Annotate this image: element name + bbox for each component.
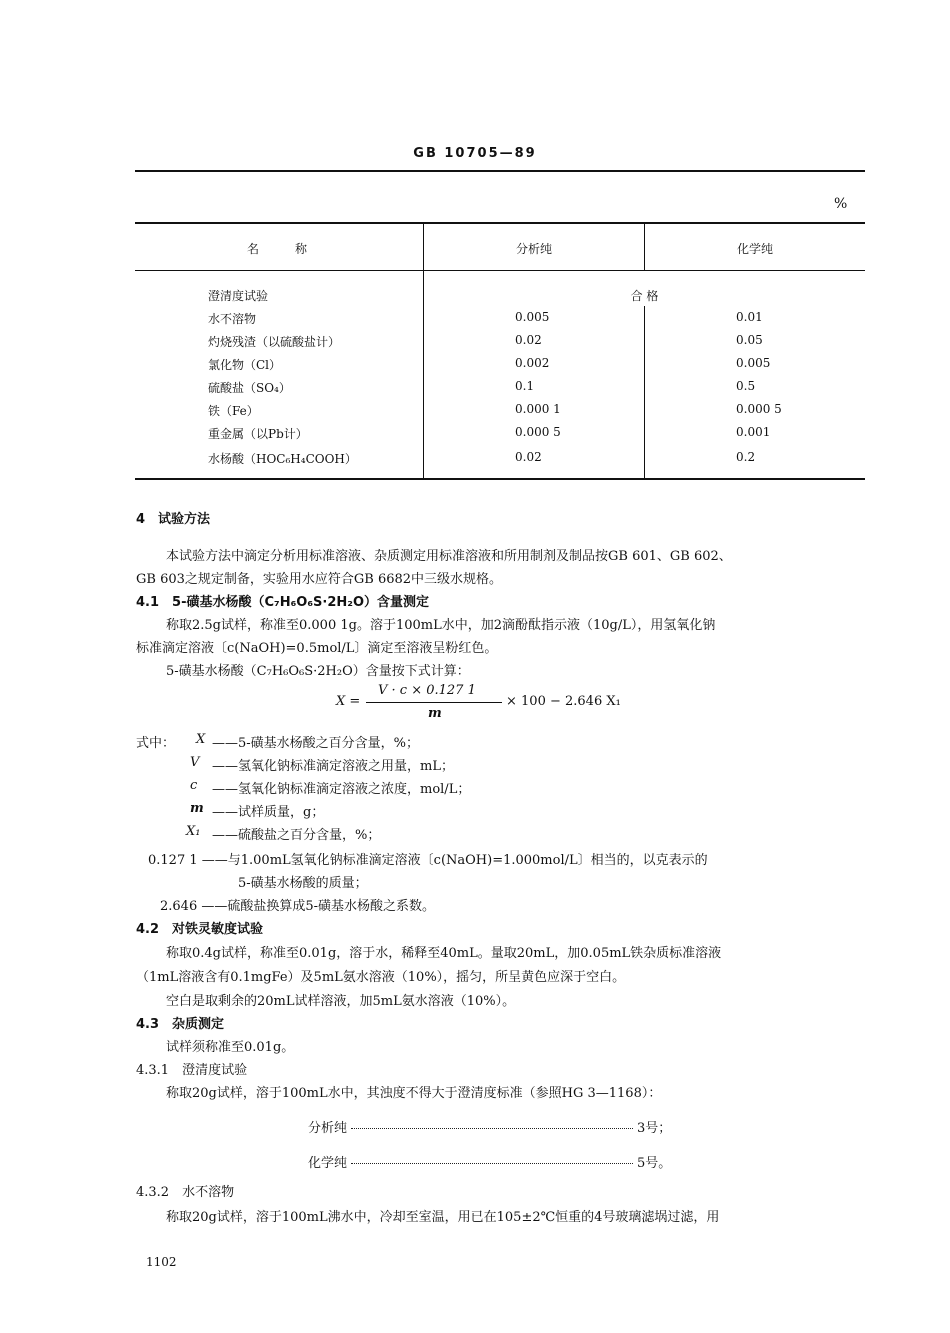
col-header-cp: 化学纯	[736, 242, 773, 256]
row-ar-value: 0.000 1	[515, 402, 561, 416]
formula-rest: × 100 − 2.646 X₁	[506, 694, 621, 709]
grade-label: 分析纯	[308, 1121, 348, 1136]
section-4-1-paragraph-line1: 称取2.5g试样，称准至0.000 1g。溶于100mL水中，加2滴酚酞指示液（10g/L），用氢氧化钠	[166, 618, 716, 633]
dot-leader	[351, 1128, 633, 1129]
grade-label: 化学纯	[308, 1156, 348, 1171]
section-4-3-heading: 4.3 杂质测定	[136, 1017, 225, 1032]
row-name: 氯化物（Cl）	[208, 358, 282, 372]
section-4-1-formula-intro: 5-磺基水杨酸（C₇H₆O₆S·2H₂O）含量按下式计算：	[166, 664, 470, 679]
where-label: 式中：	[136, 736, 176, 751]
table-col-divider-1	[423, 222, 424, 480]
row-cp-value: 0.05	[736, 333, 763, 347]
row-ar-value: 0.005	[515, 310, 550, 324]
row-name: 重金属（以Pb计）	[208, 427, 308, 441]
table-bottom-rule	[135, 478, 865, 480]
row-ar-value: 0.02	[515, 450, 542, 464]
grade-line	[308, 1152, 671, 1171]
row-cp-value: 0.001	[736, 425, 771, 439]
grade-value: 3号；	[637, 1121, 672, 1136]
row-ar-value: 0.02	[515, 333, 542, 347]
formula-fraction-bar	[366, 702, 502, 703]
row-ar-value: 0.002	[515, 356, 550, 370]
row-name: 澄清度试验	[208, 289, 269, 303]
table-top-rule	[135, 222, 865, 224]
row-ar-value: 0.1	[515, 379, 535, 393]
grade-line	[308, 1117, 671, 1136]
row-cp-value: 0.000 5	[736, 402, 782, 416]
var-symbol: X₁	[186, 824, 201, 839]
section-4-paragraph-line1: 本试验方法中滴定分析用标准溶液、杂质测定用标准溶液和所用制剂及制品按GB 601、GB 602、	[166, 549, 732, 564]
constant-2: 2.646 ——硫酸盐换算成5-磺基水杨酸之系数。	[160, 899, 436, 914]
col-header-name: 名 称	[246, 242, 311, 256]
section-4-3-2-heading: 4.3.2 水不溶物	[136, 1185, 235, 1200]
row-cp-value: 0.5	[736, 379, 756, 393]
section-4-2-heading: 4.2 对铁灵敏度试验	[136, 922, 264, 937]
dot-leader	[351, 1163, 633, 1164]
percent-unit: %	[834, 196, 848, 212]
section-4-2-paragraph-line2: （1mL溶液含有0.1mgFe）及5mL氨水溶液（10%），摇匀，所呈黄色应深于空白。	[136, 970, 626, 985]
var-description: ——5-磺基水杨酸之百分含量，%；	[212, 736, 420, 751]
header-rule	[135, 170, 865, 172]
formula-denominator: m	[428, 706, 442, 721]
row-name: 硫酸盐（SO₄）	[208, 381, 291, 395]
row-name: 灼烧残渣（以硫酸盐计）	[208, 335, 341, 349]
row-cp-value: 0.2	[736, 450, 756, 464]
table-col-divider-2-body	[644, 306, 645, 480]
section-4-2-paragraph-2: 空白是取剩余的20mL试样溶液，加5mL氨水溶液（10%）。	[166, 994, 516, 1009]
var-description: ——氢氧化钠标准滴定溶液之用量，mL；	[212, 759, 454, 774]
constant-1-line1: 0.127 1 ——与1.00mL氢氧化钠标准滴定溶液〔c(NaOH)=1.000mol/L〕相当的，以克表示的	[148, 853, 708, 868]
row-cp-value: 0.01	[736, 310, 763, 324]
row-merged-value: 合 格	[630, 289, 659, 303]
row-name: 水杨酸（HOC₆H₄COOH）	[208, 452, 357, 466]
table-header-rule	[135, 270, 865, 271]
standard-number: GB 10705—89	[413, 146, 537, 161]
var-description: ——氢氧化钠标准滴定溶液之浓度，mol/L；	[212, 782, 471, 797]
var-description: ——硫酸盐之百分含量，%；	[212, 828, 381, 843]
section-4-3-1-heading: 4.3.1 澄清度试验	[136, 1063, 248, 1078]
page-number: 1102	[146, 1255, 177, 1269]
var-description: ——试样质量，g；	[212, 805, 325, 820]
section-4-paragraph-line2: GB 603之规定制备，实验用水应符合GB 6682中三级水规格。	[136, 572, 503, 587]
var-symbol: c	[190, 778, 198, 793]
row-name: 水不溶物	[208, 312, 257, 326]
row-ar-value: 0.000 5	[515, 425, 561, 439]
var-symbol: V	[190, 755, 200, 770]
row-name: 铁（Fe）	[208, 404, 259, 418]
section-4-1-paragraph-line2: 标准滴定溶液〔c(NaOH)=0.5mol/L〕滴定至溶液呈粉红色。	[136, 641, 498, 656]
var-symbol: m	[190, 801, 204, 816]
section-4-heading: 4 试验方法	[136, 512, 211, 527]
section-4-2-paragraph-line1: 称取0.4g试样，称准至0.01g，溶于水，稀释至40mL。量取20mL，加0.05mL铁杂质标准溶液	[166, 946, 722, 961]
section-4-3-1-paragraph: 称取20g试样，溶于100mL水中，其浊度不得大于澄清度标准（参照HG 3—1168）：	[166, 1086, 662, 1101]
col-header-ar: 分析纯	[515, 242, 552, 256]
grade-value: 5号。	[637, 1156, 672, 1171]
row-cp-value: 0.005	[736, 356, 771, 370]
section-4-1-heading: 4.1 5-磺基水杨酸（C₇H₆O₆S·2H₂O）含量测定	[136, 595, 429, 610]
formula-lhs: X =	[336, 694, 361, 709]
var-symbol: X	[196, 732, 206, 747]
formula-numerator: V · c × 0.127 1	[378, 683, 476, 698]
section-4-3-2-paragraph: 称取20g试样，溶于100mL沸水中，冷却至室温，用已在105±2℃恒重的4号玻璃滤埚过滤，用	[166, 1210, 720, 1225]
section-4-3-paragraph: 试样须称准至0.01g。	[166, 1040, 295, 1055]
constant-1-line2: 5-磺基水杨酸的质量；	[238, 876, 368, 891]
